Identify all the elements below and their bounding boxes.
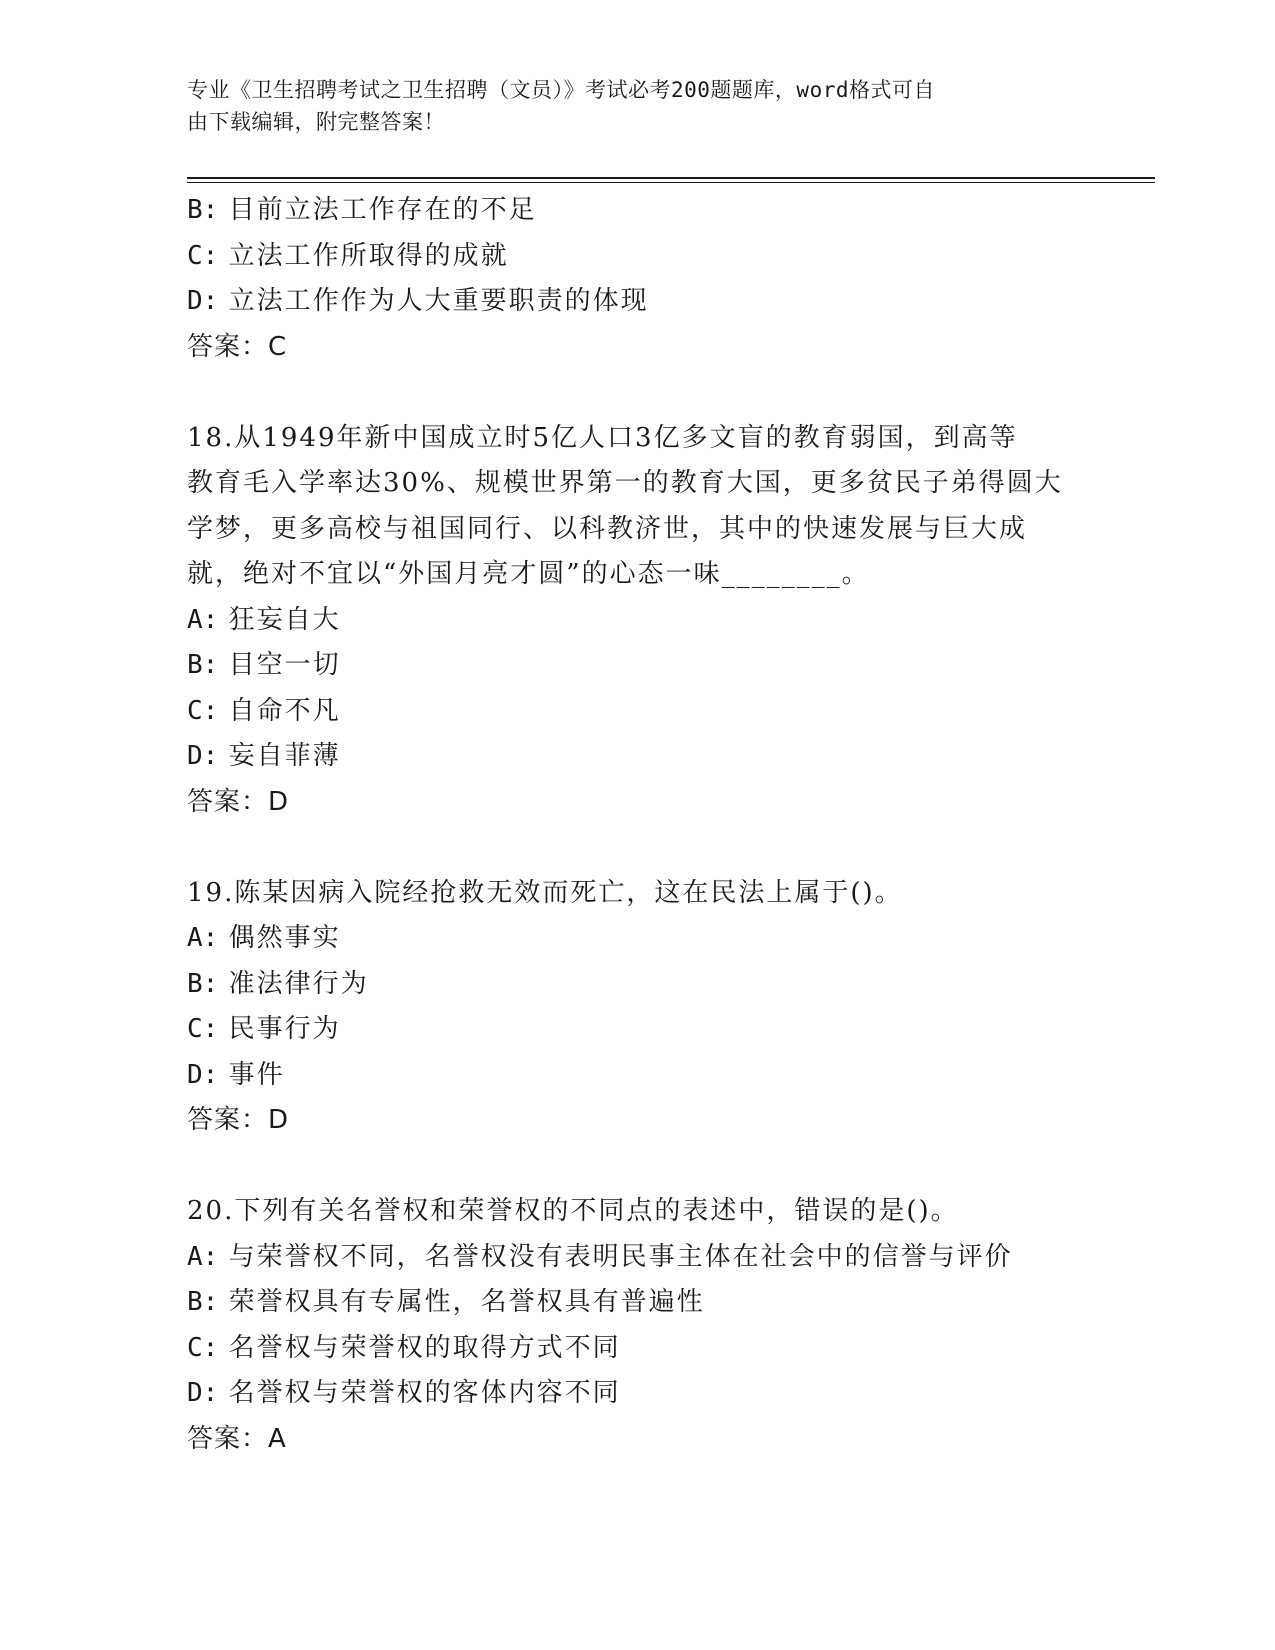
- option-a: [187, 1235, 1087, 1281]
- option-label: C:: [187, 695, 219, 726]
- option-label: A:: [187, 1241, 219, 1272]
- option-text: 事件: [228, 1059, 285, 1090]
- stem-line: 学梦，更多高校与祖国同行、以科教济世，其中的快速发展与巨大成: [187, 513, 1028, 544]
- header-intro-line-1: 专业《卫生招聘考试之卫生招聘（文员）》考试必考200题题库，word格式可自: [187, 78, 935, 102]
- option-label: B:: [187, 1287, 219, 1317]
- stem-line: 就，绝对不宜以“外国月亮才圆”的心态一味________。: [187, 559, 870, 589]
- option-label: C:: [187, 240, 219, 271]
- option-text: 目空一切: [228, 650, 341, 680]
- option-label: A:: [187, 923, 219, 953]
- question-stem: [187, 1189, 1087, 1235]
- question-17-continued: [187, 188, 1087, 370]
- option-c: [187, 1007, 1087, 1053]
- option-text: 狂妄自大: [228, 604, 341, 635]
- option-text: 准法律行为: [228, 968, 369, 999]
- question-18: [187, 416, 1087, 826]
- stem-line: 18.从1949年新中国成立时5亿人口3亿多文盲的教育弱国，到高等: [187, 422, 1018, 453]
- answer-line: 答案：C: [187, 331, 288, 362]
- header-intro-line-2: 由下载编辑，附完整答案！: [187, 110, 445, 134]
- option-b: [187, 962, 1087, 1008]
- option-label: B:: [187, 650, 219, 680]
- question-19: [187, 871, 1087, 1144]
- option-c: [187, 234, 1087, 280]
- option-label: D:: [187, 286, 219, 316]
- option-b: [187, 643, 1087, 689]
- header-divider-thin: [187, 182, 1155, 183]
- option-d: [187, 279, 1087, 325]
- stem-line: 20.下列有关名誉权和荣誉权的不同点的表述中，错误的是()。: [187, 1196, 959, 1226]
- option-b: [187, 188, 1087, 234]
- option-d: [187, 734, 1087, 780]
- option-a: [187, 916, 1087, 962]
- option-label: D:: [187, 741, 219, 771]
- option-text: 自命不凡: [228, 695, 341, 726]
- option-label: A:: [187, 604, 219, 635]
- question-content: [187, 188, 1087, 1462]
- answer-line: 答案：D: [187, 1105, 290, 1135]
- stem-line: 教育毛入学率达30%、规模世界第一的教育大国，更多贫民子弟得圆大: [187, 468, 1063, 498]
- option-d: [187, 1371, 1087, 1417]
- option-text: 名誉权与荣誉权的取得方式不同: [228, 1332, 621, 1363]
- answer-line: 答案：A: [187, 1423, 287, 1454]
- document-header: [187, 74, 1067, 138]
- option-text: 名誉权与荣誉权的客体内容不同: [228, 1378, 621, 1408]
- option-text: 偶然事实: [228, 923, 341, 953]
- stem-line: 19.陈某因病入院经抢救无效而死亡，这在民法上属于()。: [187, 877, 903, 908]
- option-text: 民事行为: [228, 1014, 341, 1044]
- option-label: C:: [187, 1332, 219, 1363]
- option-label: D:: [187, 1378, 219, 1408]
- option-text: 立法工作作为人大重要职责的体现: [228, 286, 649, 316]
- option-a: [187, 598, 1087, 644]
- spacer: [187, 825, 1087, 871]
- question-stem: [187, 871, 1087, 917]
- option-c: [187, 1326, 1087, 1372]
- option-text: 妄自菲薄: [228, 741, 341, 771]
- option-d: [187, 1053, 1087, 1099]
- option-text: 目前立法工作存在的不足: [228, 195, 537, 225]
- option-label: B:: [187, 195, 219, 225]
- option-label: B:: [187, 968, 219, 999]
- answer-line: 答案：D: [187, 786, 290, 817]
- option-b: [187, 1280, 1087, 1326]
- option-c: [187, 689, 1087, 735]
- header-divider-thick: [187, 177, 1155, 179]
- option-text: 与荣誉权不同，名誉权没有表明民事主体在社会中的信誉与评价: [228, 1241, 1013, 1272]
- option-label: C:: [187, 1014, 219, 1044]
- option-label: D:: [187, 1059, 219, 1090]
- option-text: 立法工作所取得的成就: [228, 240, 509, 271]
- question-20: [187, 1189, 1087, 1462]
- question-stem: [187, 416, 1087, 598]
- spacer: [187, 1144, 1087, 1190]
- spacer: [187, 370, 1087, 416]
- option-text: 荣誉权具有专属性，名誉权具有普遍性: [228, 1287, 705, 1317]
